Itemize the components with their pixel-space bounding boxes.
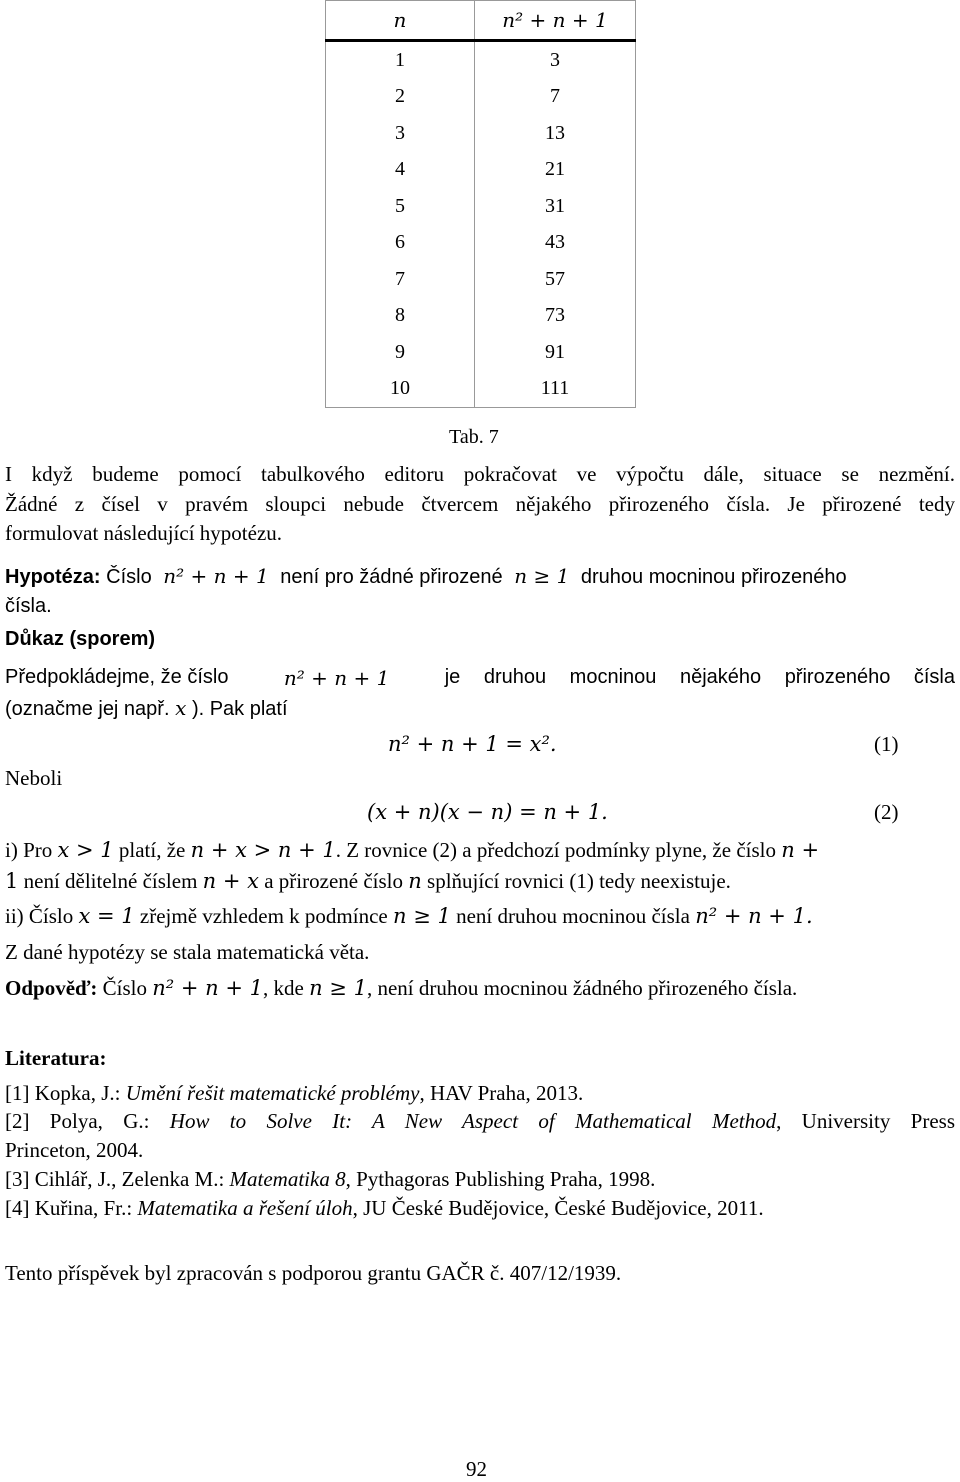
hypothesis-condition: n ≥ 1 bbox=[514, 564, 570, 588]
reference-4: [4] Kuřina, Fr.: Matematika a řešení úloh, JU České Budějovice, České Budějovice, 2011. bbox=[5, 1196, 764, 1220]
table-row bbox=[326, 261, 636, 298]
answer: Odpověď: Číslo n² + n + 1, kde n ≥ 1, není druhou mocninou žádného přirozeného čísla. bbox=[5, 976, 798, 1000]
equation-1-number: (1) bbox=[874, 732, 899, 756]
table-cell-n: 9 bbox=[326, 334, 475, 371]
table-cell-n: 5 bbox=[326, 188, 475, 225]
table-header-n: n bbox=[326, 1, 475, 41]
values-table bbox=[325, 0, 636, 408]
answer-label: Odpověď: bbox=[5, 976, 98, 1000]
reference-1: [1] Kopka, J.: Umění řešit matematické problémy, HAV Praha, 2013. bbox=[5, 1081, 584, 1105]
table-cell-n: 3 bbox=[326, 115, 475, 152]
table-row bbox=[326, 152, 636, 189]
table-cell-value: 43 bbox=[475, 225, 636, 262]
table-row bbox=[326, 371, 636, 408]
proof-heading: Důkaz (sporem) bbox=[5, 628, 156, 650]
table-row bbox=[326, 298, 636, 335]
table-cell-n: 1 bbox=[326, 41, 475, 79]
grant-note: Tento příspěvek byl zpracován s podporou grantu GAČR č. 407/12/1939. bbox=[5, 1261, 622, 1285]
table-cell-value: 7 bbox=[475, 79, 636, 116]
table-cell-n: 8 bbox=[326, 298, 475, 335]
paragraph-line: I když budeme pomocí tabulkového editoru pokračovat ve výpočtu dále, situace se nezmění. bbox=[5, 462, 955, 486]
table-row bbox=[326, 334, 636, 371]
table-row bbox=[326, 225, 636, 262]
table-cell-value: 111 bbox=[475, 371, 636, 408]
table-header-expression: n² + n + 1 bbox=[475, 1, 636, 41]
reference-2-cont: Princeton, 2004. bbox=[5, 1138, 144, 1162]
table-cell-value: 21 bbox=[475, 152, 636, 189]
hypothesis-end: čísla. bbox=[5, 595, 52, 617]
equation-1: n² + n + 1 = x². bbox=[388, 732, 557, 756]
table-cell-value: 57 bbox=[475, 261, 636, 298]
proof-conclusion: Z dané hypotézy se stala matematická věta. bbox=[5, 940, 370, 964]
literature-heading: Literatura: bbox=[5, 1046, 107, 1070]
table-row bbox=[326, 188, 636, 225]
equation-2: (x + n)(x − n) = n + 1. bbox=[367, 800, 608, 824]
case-ii: ii) Číslo x = 1 zřejmě vzhledem k podmínce n ≥ 1 není druhou mocninou čísla n² + n + 1. bbox=[5, 904, 813, 928]
hypothesis-text: druhou mocninou přirozeného bbox=[580, 566, 847, 588]
neboli-text: Neboli bbox=[5, 766, 63, 790]
table-cell-n: 2 bbox=[326, 79, 475, 116]
table-cell-value: 73 bbox=[475, 298, 636, 335]
table-cell-value: 31 bbox=[475, 188, 636, 225]
table-cell-value: 3 bbox=[475, 41, 636, 79]
table-caption: Tab. 7 bbox=[449, 426, 499, 448]
hypothesis bbox=[5, 564, 955, 589]
page-number: 92 bbox=[466, 1457, 487, 1481]
equation-2-number: (2) bbox=[874, 800, 899, 824]
hypothesis-text: Číslo bbox=[106, 566, 152, 588]
hypothesis-text: není pro žádné přirozené bbox=[280, 566, 503, 588]
case-i-line-2: 1 není dělitelné číslem n + x a přirozené číslo n splňující rovnici (1) tedy neexistuje. bbox=[5, 869, 731, 893]
proof-line-2: (označme jej např. x ). Pak platí bbox=[5, 696, 288, 720]
hypothesis-label: Hypotéza: bbox=[5, 566, 101, 588]
table-cell-n: 10 bbox=[326, 371, 475, 408]
table-cell-n: 6 bbox=[326, 225, 475, 262]
table-cell-n: 4 bbox=[326, 152, 475, 189]
proof-line-1: Předpokládejme, že číslo n² + n + 1 je druhou mocninou nějakého přirozeného čísla bbox=[5, 666, 955, 690]
paragraph-line: Žádné z čísel v pravém sloupci nebude čtvercem nějakého přirozeného čísla. Je přirozené tedy bbox=[5, 492, 955, 516]
table-cell-value: 13 bbox=[475, 115, 636, 152]
table-cell-n: 7 bbox=[326, 261, 475, 298]
proof-expression: n² + n + 1 bbox=[283, 666, 390, 690]
table-header-row bbox=[326, 1, 636, 41]
reference-3: [3] Cihlář, J., Zelenka M.: Matematika 8, Pythagoras Publishing Praha, 1998. bbox=[5, 1167, 656, 1191]
table-row bbox=[326, 41, 636, 79]
table-row bbox=[326, 79, 636, 116]
case-i-line-1: i) Pro x > 1 platí, že n + x > n + 1. Z rovnice (2) a předchozí podmínky plyne, že číslo n + bbox=[5, 838, 820, 862]
reference-2: [2] Polya, G.: How to Solve It: A New Aspect of Mathematical Method, University Press bbox=[5, 1109, 955, 1133]
hypothesis-expression: n² + n + 1 bbox=[163, 564, 269, 588]
paragraph-line: formulovat následující hypotézu. bbox=[5, 521, 283, 545]
table-row bbox=[326, 115, 636, 152]
table-cell-value: 91 bbox=[475, 334, 636, 371]
